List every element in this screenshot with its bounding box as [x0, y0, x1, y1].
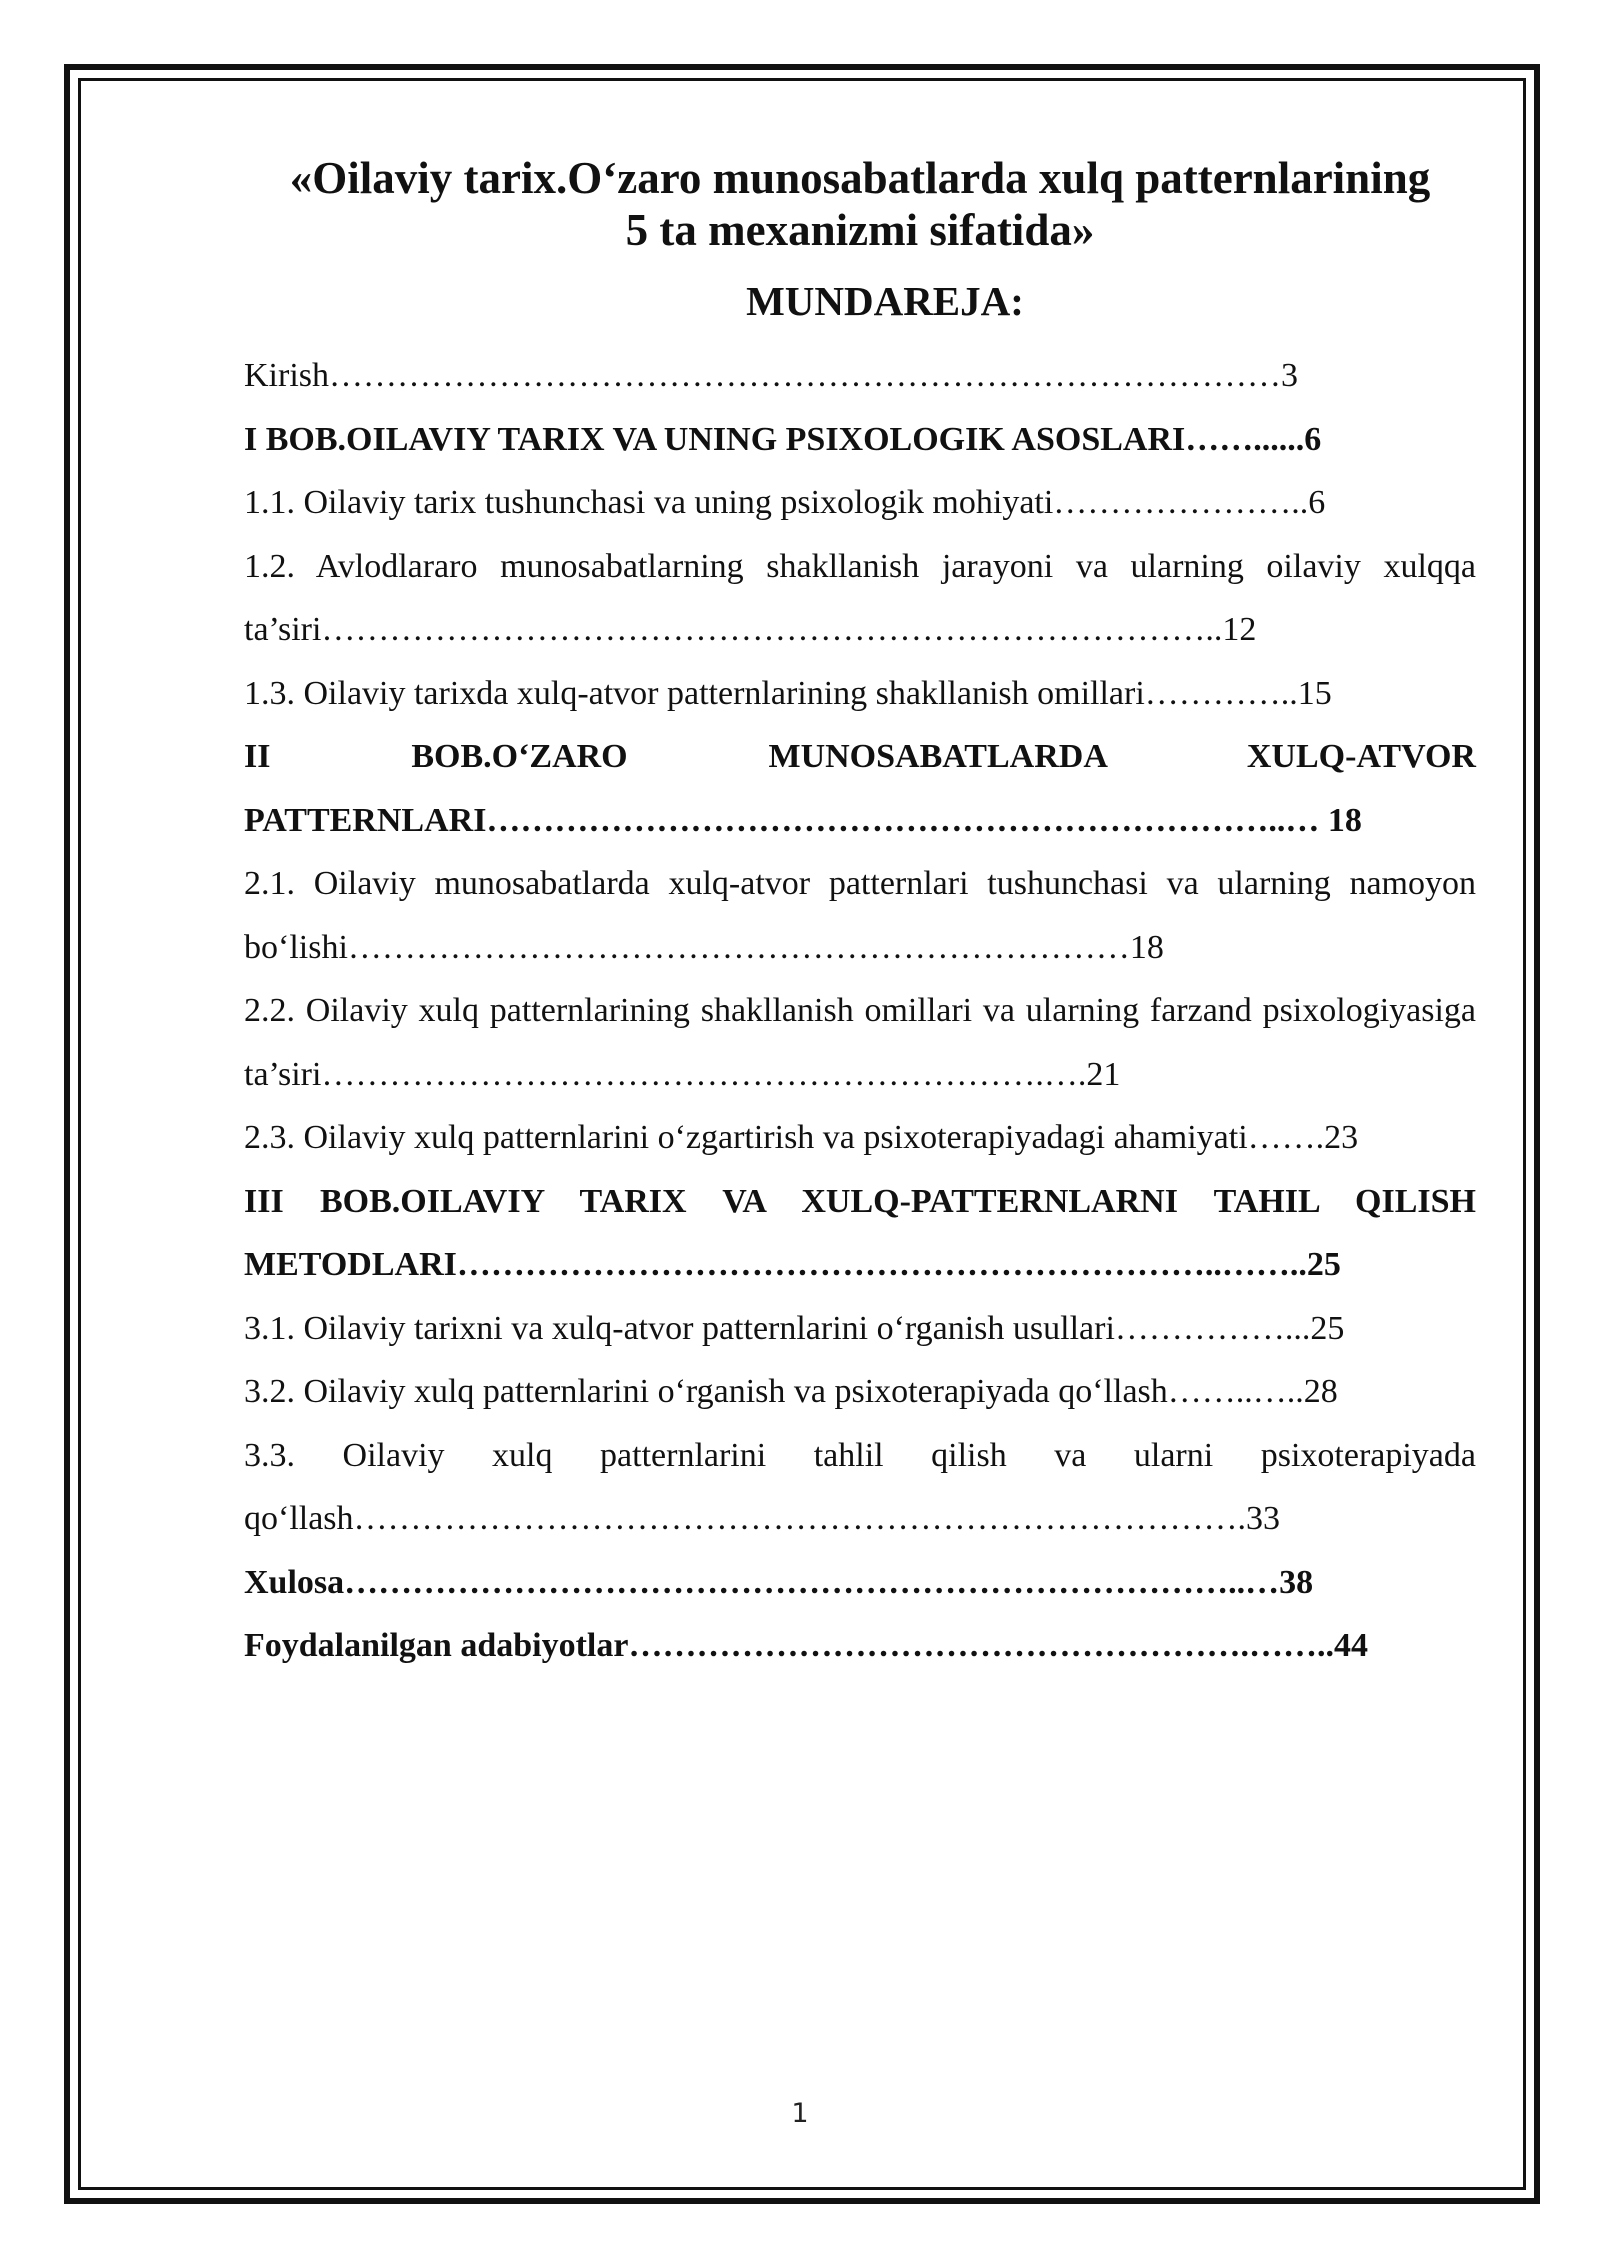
toc-entry-1-2[interactable]: 1.2. Avlodlararo munosabatlarning shakllanish jarayoni va ularning oilaviy xulqqa ta’siri……………………………………………………………………..12	[244, 547, 1476, 648]
document-title	[244, 152, 1476, 256]
table-of-contents	[244, 344, 1476, 1678]
toc-entry-chapter-2[interactable]: II BOB.O‘ZARO MUNOSABATLARDA XULQ-ATVOR PATTERNLARI……………………………………………………………..… 18	[244, 738, 1476, 839]
toc-entry-2-2[interactable]: 2.2. Oilaviy xulq patternlarining shakllanish omillari va ularning farzand psixologiyasiga ta’siri……………………………………………………….….21	[244, 992, 1476, 1093]
toc-heading: MUNDAREJA:	[746, 278, 1024, 324]
toc-entry-3-1[interactable]: 3.1. Oilaviy tarixni va xulq-atvor patternlarini o‘rganish usullari……………...25	[244, 1309, 1345, 1347]
toc-entry-chapter-3[interactable]: III BOB.OILAVIY TARIX VA XULQ-PATTERNLARNI TAHIL QILISH METODLARI…………………………………………………………..……..25	[244, 1182, 1476, 1283]
page-number: 1	[791, 2098, 809, 2129]
toc-entry-chapter-1[interactable]: I BOB.OILAVIY TARIX VA UNING PSIXOLOGIK ASOSLARI……......6	[244, 420, 1322, 458]
document-title-line2: 5 ta mexanizmi sifatida»	[625, 205, 1095, 255]
toc-entry-1-3[interactable]: 1.3. Oilaviy tarixda xulq-atvor patternlarining shakllanish omillari…………..15	[244, 674, 1332, 712]
toc-entry-xulosa[interactable]: Xulosa……………………………………………………………………..…38	[244, 1563, 1314, 1601]
toc-entry-2-3[interactable]: 2.3. Oilaviy xulq patternlarini o‘zgartirish va psixoterapiyadagi ahamiyati…….23	[244, 1119, 1359, 1156]
toc-entry-1-1[interactable]: 1.1. Oilaviy tarix tushunchasi va uning psixologik mohiyati…………………..6	[244, 484, 1326, 521]
toc-entry-3-2[interactable]: 3.2. Oilaviy xulq patternlarini o‘rganish va psixoterapiyada qo‘llash……..…..28	[244, 1373, 1338, 1410]
document-content	[244, 152, 1476, 1678]
document-title-line1: «Oilaviy tarix.O‘zaro munosabatlarda xulq patternlarining	[289, 153, 1431, 203]
toc-entry-3-3[interactable]: 3.3. Oilaviy xulq patternlarini tahlil qilish va ularni psixoterapiyada qo‘llash…………………………………………………………………….33	[244, 1436, 1476, 1537]
toc-entry-2-1[interactable]: 2.1. Oilaviy munosabatlarda xulq-atvor patternlari tushunchasi va ularning namoyon bo‘lishi……………………………………………………………18	[244, 865, 1476, 966]
toc-entry-kirish[interactable]: Kirish…………………………………………………………………………3	[244, 357, 1298, 394]
toc-entry-adabiyotlar[interactable]: Foydalanilgan adabiyotlar……………………………………………….……..44	[244, 1627, 1368, 1664]
